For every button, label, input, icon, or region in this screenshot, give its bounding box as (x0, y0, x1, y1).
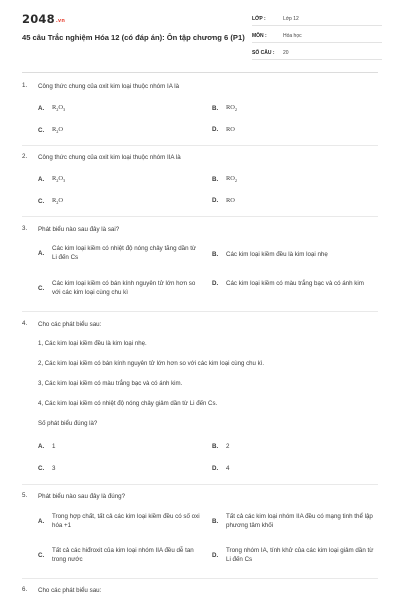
meta-row-count: SỐ CÂU : 20 (252, 47, 382, 60)
meta-row-class: LỚP : Lớp 12 (252, 13, 382, 26)
option-4b[interactable]: B. 2 (212, 443, 230, 450)
option-5d[interactable]: D. Trong nhóm IA, tính khử của các kim loại giảm dần từ Li đến Cs (212, 547, 374, 563)
question-text: Công thức chung của oxit kim loại thuộc nhóm IA là (38, 83, 180, 90)
statement-3: 3, Các kim loại kiềm có màu trắng bạc và có ánh kim. (38, 380, 183, 387)
option-1c[interactable]: C. $R_2O$ (38, 126, 64, 134)
option-4a[interactable]: A. 1 (38, 443, 56, 450)
document-header (0, 0, 400, 70)
question-text: Phát biểu nào sau đây là sai? (38, 226, 120, 233)
question-text: Cho các phát biểu sau: (38, 587, 102, 594)
question-divider (22, 578, 378, 579)
option-2c[interactable]: C. $R_2O$ (38, 197, 64, 205)
statement-4: 4, Các kim loại kiềm có nhiệt độ nóng chảy giảm dần từ Li đến Cs. (38, 400, 218, 407)
option-2d[interactable]: D. RO (212, 197, 235, 204)
question-prompt: Số phát biểu đúng là? (38, 420, 98, 427)
option-2b[interactable]: B. $RO_2$ (212, 175, 238, 183)
question-text: Phát biểu nào sau đây là đúng? (38, 493, 126, 500)
option-5b[interactable]: B. Tất cả các kim loại nhóm IIA đều có mạng tinh thể lập phương tâm khối (212, 513, 373, 529)
site-logo[interactable]: 2048.vn (22, 12, 66, 26)
option-2a[interactable]: A. $R_2O_3$ (38, 175, 66, 183)
option-5c[interactable]: C. Tất cả các hiđroxit của kim loại nhóm IIA đều dễ tan trong nước (38, 547, 194, 563)
header-divider (22, 72, 378, 73)
statement-1: 1, Các kim loại kiềm đều là kim loại nhẹ. (38, 340, 147, 347)
question-2: 2. Công thức chung của oxit kim loại thuộc nhóm IIA là (22, 153, 378, 162)
option-4c[interactable]: C. 3 (38, 465, 56, 472)
question-divider (22, 145, 378, 146)
question-divider (22, 484, 378, 485)
question-1: 1. Công thức chung của oxit kim loại thuộc nhóm IA là (22, 82, 378, 91)
question-divider (22, 311, 378, 312)
option-3a[interactable]: A. Các kim loại kiềm có nhiệt độ nóng chảy tăng dần từ Li đến Cs (38, 245, 197, 261)
meta-row-subject: MÔN : Hóa học (252, 30, 382, 43)
option-3d[interactable]: D. Các kim loại kiềm có màu trắng bạc và có ánh kim (212, 280, 364, 287)
option-5a[interactable]: A. Trong hợp chất, tất cả các kim loại kiềm đều có số oxi hóa +1 (38, 513, 200, 529)
question-text: Cho các phát biểu sau: (38, 321, 102, 328)
document-meta (252, 13, 382, 64)
question-5: 5. Phát biểu nào sau đây là đúng? (22, 492, 378, 501)
question-6: 6. Cho các phát biểu sau: (22, 586, 378, 595)
question-text: Công thức chung của oxit kim loại thuộc nhóm IIA là (38, 154, 181, 161)
option-1a[interactable]: A. $R_2O_3$ (38, 104, 66, 112)
option-1b[interactable]: B. $RO_2$ (212, 104, 238, 112)
statement-2: 2, Các kim loại kiềm có bán kính nguyên tử lớn hơn so với các kim loại cùng chu kì. (38, 360, 265, 367)
option-1d[interactable]: D. RO (212, 126, 235, 133)
option-3b[interactable]: B. Các kim loại kiềm đều là kim loại nhẹ (212, 251, 328, 258)
question-4: 4. Cho các phát biểu sau: (22, 320, 378, 329)
document-title: 45 câu Trắc nghiệm Hóa 12 (có đáp án): Ôn tập chương 6 (P1) (22, 33, 245, 42)
question-3: 3. Phát biểu nào sau đây là sai? (22, 225, 378, 234)
question-divider (22, 216, 378, 217)
option-3c[interactable]: C. Các kim loại kiềm có bán kính nguyên tử lớn hơn so với các kim loại cùng chu kì (38, 280, 196, 296)
option-4d[interactable]: D. 4 (212, 465, 230, 472)
